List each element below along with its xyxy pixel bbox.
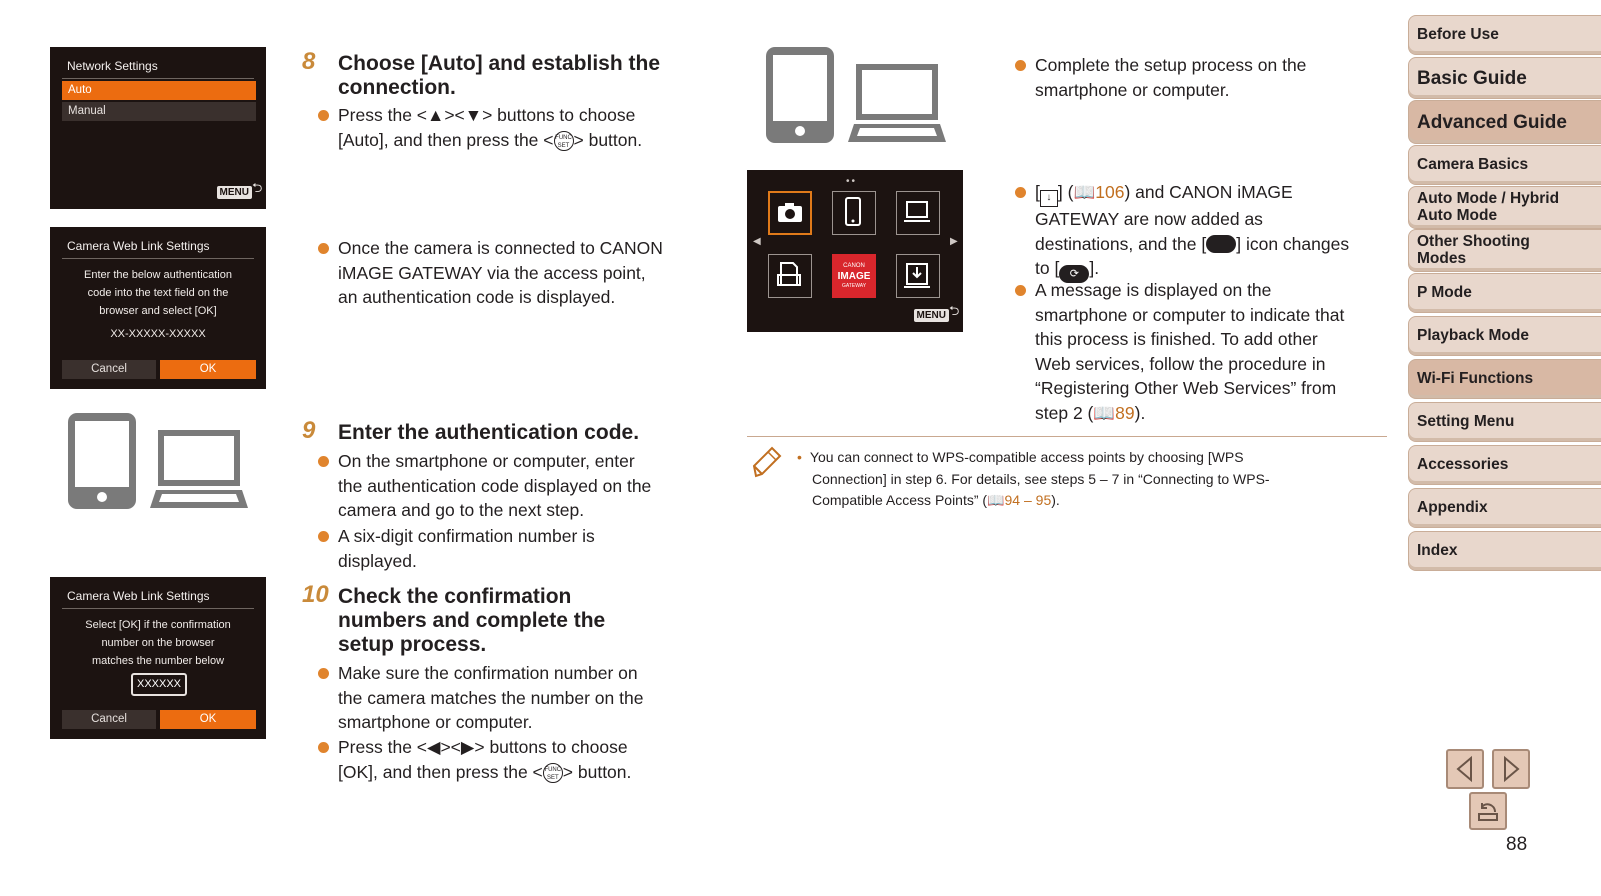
tab-before-use[interactable]: Before Use: [1408, 15, 1601, 55]
tab-auto-mode[interactable]: [1408, 186, 1601, 229]
camera-icon[interactable]: [768, 191, 812, 235]
tab-p-mode[interactable]: P Mode: [1408, 273, 1601, 313]
func-set-icon: FUNC SET: [543, 763, 563, 783]
tab-label: Auto Mode: [1417, 207, 1498, 224]
page-ref-link[interactable]: 94: [1004, 492, 1021, 508]
web-service-icon: ↓: [1040, 190, 1058, 207]
bullet-item: [318, 661, 643, 735]
screen-title: Camera Web Link Settings: [67, 589, 210, 603]
devices-illustration: [760, 44, 950, 146]
step-number: 10: [302, 581, 329, 608]
confirmation-code: XXXXXX: [136, 678, 182, 690]
step-heading: Enter the authentication code.: [338, 421, 640, 444]
cloud-check-icon: ⟳: [1059, 265, 1089, 283]
heading-line: setup process.: [338, 633, 487, 656]
bullet-dot: •: [797, 449, 802, 465]
bullet-item: [318, 449, 651, 523]
image-gateway-icon[interactable]: [832, 254, 876, 298]
cloud-icon: [1206, 235, 1236, 253]
confirmation-screen: [50, 577, 266, 739]
web-service-icon[interactable]: [896, 254, 940, 298]
network-settings-screen: [50, 47, 266, 209]
bullet-line: step 2 (📖89).: [1035, 402, 1146, 423]
bullet-line: [Auto], and then press the < FUNC SET > button.: [338, 129, 643, 150]
smartphone-icon[interactable]: [832, 191, 876, 235]
arrow-left-icon: [1448, 751, 1482, 787]
cancel-button[interactable]: Cancel: [62, 710, 156, 729]
tab-camera-basics[interactable]: Camera Basics: [1408, 145, 1601, 185]
page-dots: ••: [846, 176, 858, 187]
note-line: Connection] in step 6. For details, see steps 5 – 7 in “Connecting to WPS-: [812, 470, 1270, 487]
divider: [62, 608, 254, 609]
divider: [62, 78, 254, 79]
step-number: 9: [302, 417, 316, 444]
message-line: Enter the below authentication: [84, 269, 232, 281]
menu-badge: MENU: [914, 309, 949, 322]
heading-line: Check the confirmation: [338, 585, 572, 608]
message-line: Select [OK] if the confirmation: [85, 619, 231, 631]
bullet-line: to [ ⟳ ].: [1035, 256, 1349, 283]
bullet-item: [318, 236, 663, 310]
pencil-icon: [750, 444, 784, 480]
next-page-button[interactable]: [1492, 749, 1530, 789]
right-arrow-icon: ▶: [950, 236, 958, 247]
bullet-item: [1015, 278, 1344, 425]
bullet-line: the authentication code displayed on the: [338, 475, 652, 496]
ok-button[interactable]: OK: [160, 710, 256, 729]
bullet-line: Once the camera is connected to CANON: [338, 238, 663, 258]
bullet-line: A message is displayed on the: [1035, 280, 1272, 300]
bullet-line: GATEWAY are now added as: [1035, 209, 1263, 229]
tab-setting-menu[interactable]: Setting Menu: [1408, 402, 1601, 442]
screen-title: Camera Web Link Settings: [67, 239, 210, 253]
printer-icon[interactable]: [768, 254, 812, 298]
message-line: number on the browser: [101, 637, 215, 649]
bullet-line: On the smartphone or computer, enter: [338, 451, 635, 471]
func-set-icon: FUNC SET: [554, 131, 574, 151]
tab-index[interactable]: Index: [1408, 531, 1601, 571]
bullet-line: A six-digit confirmation number is: [338, 526, 595, 546]
tab-accessories[interactable]: Accessories: [1408, 445, 1601, 485]
bullet-line: displayed.: [338, 550, 417, 571]
auth-code-screen: [50, 227, 266, 389]
computer-icon[interactable]: [896, 191, 940, 235]
message-line: matches the number below: [91, 655, 225, 667]
gateway-label: GATEWAY: [841, 283, 867, 289]
wifi-menu-screen: [747, 170, 963, 332]
bullet-line: [ ↓ ] (📖106) and CANON iMAGE: [1035, 180, 1349, 207]
laptop-icon: [848, 64, 946, 142]
heading-line: Choose [Auto] and establish the: [338, 52, 661, 75]
note-line: Compatible Access Points” (📖94 – 95).: [812, 492, 1060, 508]
bullet-line: camera and go to the next step.: [338, 500, 585, 520]
bullet-line: Press the <◀><▶> buttons to choose: [338, 737, 628, 757]
bullet-item: [1015, 53, 1306, 102]
page-ref-link[interactable]: 106: [1095, 182, 1125, 202]
auth-code: XX-XXXXX-XXXXX: [110, 328, 206, 340]
bullet-line: Web services, follow the procedure in: [1035, 353, 1326, 374]
bullet-line: this process is finished. To add other: [1035, 329, 1318, 349]
divider: [62, 258, 254, 259]
bullet-line: smartphone or computer.: [1035, 79, 1230, 100]
screen-title: Network Settings: [67, 59, 158, 73]
bullet-line: the camera matches the number on the: [338, 687, 644, 708]
tab-appendix[interactable]: Appendix: [1408, 488, 1601, 528]
bullet-line: [OK], and then press the < FUNC SET > button.: [338, 761, 632, 782]
bullet-item: [318, 524, 595, 573]
page-ref-link[interactable]: 95: [1035, 492, 1052, 508]
bullet-line: smartphone or computer to indicate that: [1035, 304, 1345, 325]
return-icon: ⮌: [949, 303, 960, 318]
step-number: 8: [302, 48, 316, 75]
bullet-line: Make sure the confirmation number on: [338, 663, 638, 683]
previous-page-button[interactable]: [1446, 749, 1484, 789]
gateway-label: IMAGE: [837, 271, 871, 282]
confirmation-code-box: [131, 673, 187, 696]
note-line: • You can connect to WPS-compatible access points by choosing [WPS: [797, 449, 1244, 465]
page-number: 88: [1506, 834, 1528, 855]
devices-illustration: [62, 410, 252, 512]
return-button[interactable]: [1469, 792, 1507, 830]
tab-advanced-guide[interactable]: Advanced Guide: [1408, 100, 1601, 144]
bullet-line: iMAGE GATEWAY via the access point,: [338, 262, 646, 283]
book-icon: 📖: [1073, 182, 1096, 202]
option-auto[interactable]: Auto: [62, 81, 256, 100]
page-ref-link[interactable]: 89: [1115, 402, 1135, 423]
tab-wifi-functions[interactable]: Wi-Fi Functions: [1408, 359, 1601, 399]
tab-label: Modes: [1417, 250, 1467, 267]
return-icon: ⮌: [252, 180, 263, 195]
left-arrow-icon: ◀: [753, 236, 761, 247]
note-text: [797, 447, 1270, 512]
laptop-icon: [150, 430, 248, 508]
bullet-item: [318, 735, 631, 784]
step-heading: [338, 585, 605, 657]
ok-button[interactable]: OK: [160, 360, 256, 379]
bullet-line: an authentication code is displayed.: [338, 287, 616, 307]
tab-basic-guide[interactable]: Basic Guide: [1408, 57, 1601, 99]
note-divider: [747, 436, 1387, 437]
heading-line: connection.: [338, 76, 456, 99]
tab-other-shooting-modes[interactable]: [1408, 229, 1601, 272]
option-manual[interactable]: Manual: [62, 102, 256, 121]
book-icon: 📖: [987, 492, 1005, 508]
bullet-line: Press the <▲><▼> buttons to choose: [338, 105, 636, 125]
tab-label: Auto Mode / Hybrid: [1417, 190, 1560, 207]
heading-line: numbers and complete the: [338, 609, 606, 632]
message-line: browser and select [OK]: [99, 305, 217, 317]
bullet-line: smartphone or computer.: [338, 712, 533, 732]
gateway-label: CANON: [843, 263, 865, 269]
menu-badge: MENU: [217, 186, 252, 199]
return-icon: [1471, 794, 1505, 828]
tab-label: Other Shooting: [1417, 233, 1530, 250]
step-heading: [338, 52, 660, 100]
bullet-item: [318, 103, 642, 152]
tab-playback-mode[interactable]: Playback Mode: [1408, 316, 1601, 356]
bullet-line: Complete the setup process on the: [1035, 55, 1307, 75]
bullet-line: destinations, and the [ ] icon changes: [1035, 233, 1350, 254]
arrow-right-icon: [1494, 751, 1528, 787]
message-line: code into the text field on the: [87, 287, 229, 299]
bullet-line: “Registering Other Web Services” from: [1035, 378, 1337, 398]
book-icon: 📖: [1093, 402, 1116, 423]
bullet-item: [1015, 180, 1349, 283]
cancel-button[interactable]: Cancel: [62, 360, 156, 379]
